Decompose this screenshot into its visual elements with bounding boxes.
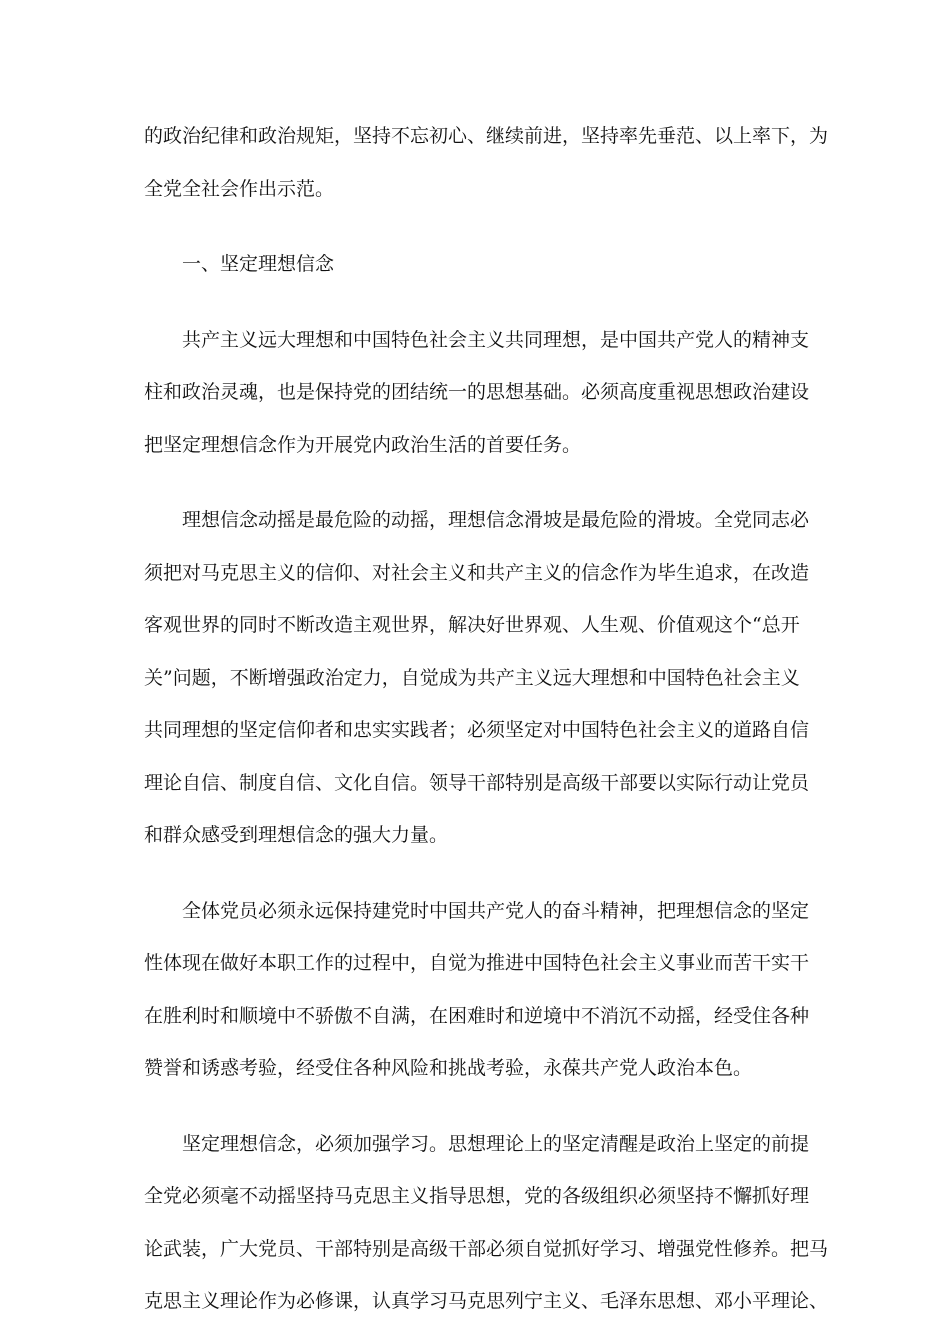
text-line: 在胜利时和顺境中不骄傲不自满，在困难时和逆境中不消沉不动摇，经受住各种 (144, 1004, 810, 1027)
text-line: 把坚定理想信念作为开展党内政治生活的首要任务。 (144, 433, 582, 456)
text-line: 全党必须毫不动摇坚持马克思主义指导思想，党的各级组织必须坚持不懈抓好理 (144, 1185, 810, 1207)
paragraph (144, 314, 812, 472)
text-line: 柱和政治灵魂，也是保持党的团结统一的思想基础。必须高度重视思想政治建设 (144, 381, 810, 403)
paragraph (144, 885, 812, 1095)
text-line: 和群众感受到理想信念的强大力量。 (144, 824, 449, 846)
text-line: 关”问题，不断增强政治定力，自觉成为共产主义远大理想和中国特色社会主义 (144, 666, 800, 689)
text-line: 论武装，广大党员、干部特别是高级干部必须自觉抓好学习、增强党性修养。把马 (144, 1237, 829, 1260)
text-line: 赞誉和诱惑考验，经受住各种风险和挑战考验，永葆共产党人政治本色。 (144, 1057, 753, 1079)
text-line: 共同理想的坚定信仰者和忠实实践者；必须坚定对中国特色社会主义的道路自信 (144, 719, 810, 741)
text-line: 一、坚定理想信念 (144, 253, 335, 275)
text-line: 须把对马克思主义的信仰、对社会主义和共产主义的信念作为毕生追求，在改造 (144, 561, 810, 584)
document-body (144, 110, 829, 1328)
text-line: 理论自信、制度自信、文化自信。领导干部特别是高级干部要以实际行动让党员 (144, 771, 810, 794)
paragraph (144, 1118, 829, 1328)
text-line: 全体党员必须永远保持建党时中国共产党人的奋斗精神，把理想信念的坚定 (144, 899, 810, 922)
section-heading (144, 238, 812, 291)
text-line: 性体现在做好本职工作的过程中，自觉为推进中国特色社会主义事业而苦干实干 (144, 952, 810, 974)
text-line: 客观世界的同时不断改造主观世界，解决好世界观、人生观、价值观这个“总开 (144, 614, 800, 636)
paragraph (144, 110, 829, 215)
text-line: 坚定理想信念，必须加强学习。思想理论上的坚定清醒是政治上坚定的前提 (144, 1132, 810, 1155)
text-line: 的政治纪律和政治规矩，坚持不忘初心、继续前进，坚持率先垂范、以上率下，为 (144, 125, 829, 147)
text-line: 理想信念动摇是最危险的动摇，理想信念滑坡是最危险的滑坡。全党同志必 (144, 509, 810, 531)
text-line: 共产主义远大理想和中国特色社会主义共同理想，是中国共产党人的精神支 (144, 328, 810, 351)
text-line: 全党全社会作出示范。 (144, 177, 335, 200)
paragraph (144, 494, 812, 862)
text-line: 克思主义理论作为必修课，认真学习马克思列宁主义、毛泽东思想、邓小平理论、 (144, 1290, 829, 1312)
